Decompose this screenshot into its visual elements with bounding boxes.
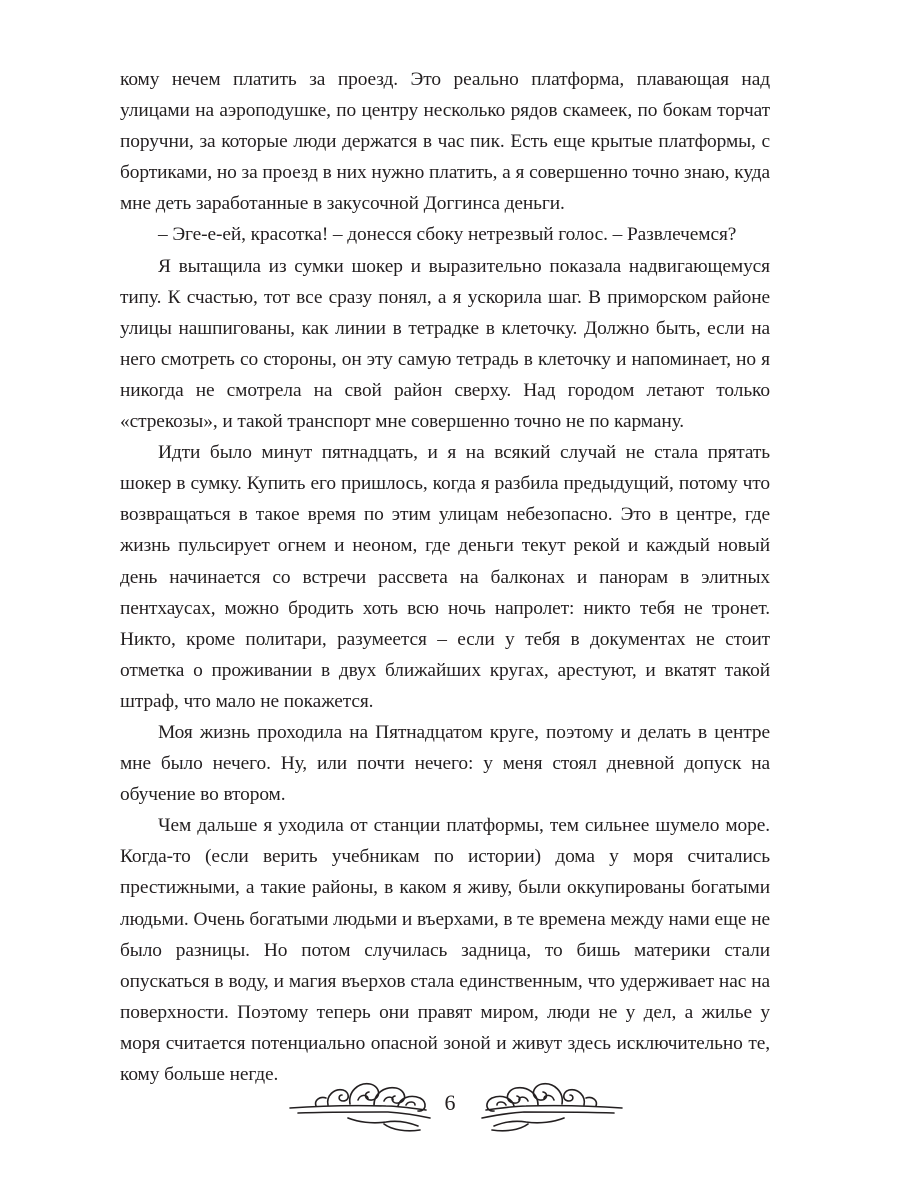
paragraph-3: Я вытащила из сумки шокер и выразительно показала надвигающемуся типу. К счастью, тот все сразу понял, а я ускорила шаг. В приморском районе улицы нашпигованы, как линии в тетрадке в клеточку. Должно быть, если на него смотреть со стороны, он эту самую тетрадь в клеточку и напоминает, но я никогда не смотрела на свой район сверху. Над городом летают только «стрекозы», и такой транспорт мне совершенно точно не по карману.: [120, 255, 770, 433]
body-text: [120, 64, 770, 1090]
wave-ornament-icon: [474, 1072, 624, 1136]
page-footer: [0, 1072, 900, 1142]
wave-ornament-icon: [288, 1072, 438, 1136]
paragraph-5: Моя жизнь проходила на Пятнадцатом круге, поэтому и делать в центре мне было нечего. Ну, или почти нечего: у меня стоял дневной допуск на обучение во втором.: [120, 721, 770, 806]
paragraph-4: Идти было минут пятнадцать, и я на всякий случай не стала прятать шокер в сумку. Купить его пришлось, когда я разбила предыдущий, потому что возвращаться в такое время по этим улицам небезопасно. Это в центре, где жизнь пульсирует огнем и неоном, где деньги текут рекой и каждый новый день начинается со встречи рассвета на балконах и панорам в элитных пентхаусах, можно бродить хоть всю ночь напролет: никто тебя не тронет. Никто, кроме политари, разумеется – если у тебя в документах не стоит отметка о проживании в двух ближайших кругах, арестуют, и вкатят такой штраф, что мало не покажется.: [120, 442, 770, 712]
page-number: 6: [444, 1090, 456, 1115]
paragraph-2: – Эге-е-ей, красотка! – донесся сбоку нетрезвый голос. – Развлечемся?: [158, 224, 737, 246]
paragraph-1: кому нечем платить за проезд. Это реально платформа, плавающая над улицами на аэроподушке, по центру несколько рядов скамеек, по бокам торчат поручни, за которые люди держатся в час пик. Есть еще крытые платформы, с бортиками, но за проезд в них нужно платить, а я совершенно точно знаю, куда мне деть заработанные в закусочной Доггинса деньги.: [120, 69, 770, 215]
paragraph-6: Чем дальше я уходила от станции платформы, тем сильнее шумело море. Когда-то (если верить учебникам по истории) дома у моря считались престижными, а такие районы, в каком я живу, были оккупированы богатыми людьми. Очень богатыми людьми и въерхами, в те времена между нами еще не было разницы. Но потом случилась задница, то бишь материки стали опускаться в воду, и магия въерхов стала единственным, что удерживает нас на поверхности. Поэтому теперь они правят миром, люди не у дел, а жилье у моря считается потенциально опасной зоной и живут здесь исключительно те, кому больше негде.: [120, 815, 770, 1085]
